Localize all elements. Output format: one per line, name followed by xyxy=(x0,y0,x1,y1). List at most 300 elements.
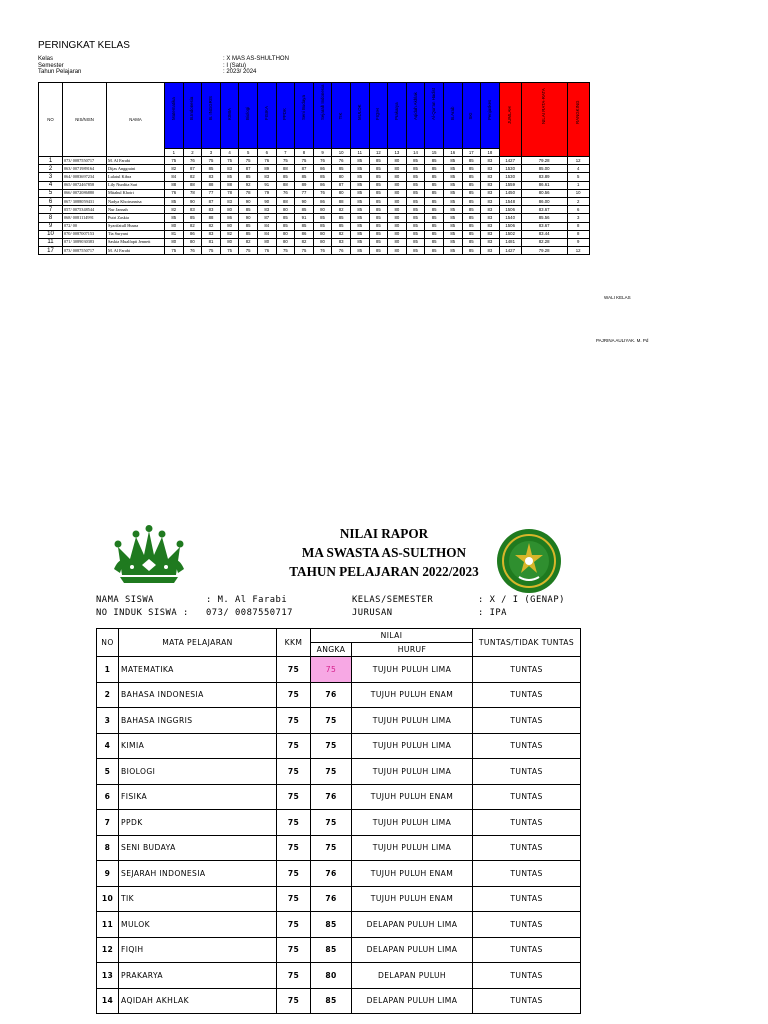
row-score: 83 xyxy=(481,181,500,189)
report-row-no: 9 xyxy=(97,861,119,887)
report-row-angka: 85 xyxy=(311,937,352,963)
table-row xyxy=(97,810,581,836)
row-score: 85 xyxy=(406,189,425,197)
row-score: 85 xyxy=(462,165,481,173)
table-row xyxy=(97,988,581,1014)
table-row xyxy=(97,759,581,785)
row-score: 85 xyxy=(220,173,239,181)
row-rata: 80.56 xyxy=(521,189,567,197)
row-score: 85 xyxy=(462,214,481,222)
report-row-kkm: 75 xyxy=(277,733,311,759)
row-rank: 8 xyxy=(567,230,589,238)
row-score: 85 xyxy=(369,206,388,214)
report-row-tuntas: TUNTAS xyxy=(473,835,581,861)
row-score: 83 xyxy=(481,222,500,230)
row-nis: 057/ 0075348544 xyxy=(63,206,107,214)
col-header-subject: KIMIA xyxy=(220,83,239,149)
row-score: 85 xyxy=(350,206,369,214)
report-row-no: 13 xyxy=(97,963,119,989)
row-score: 89 xyxy=(295,181,314,189)
report-row-angka: 75 xyxy=(311,708,352,734)
row-no: 1 xyxy=(39,157,63,165)
row-score: 85 xyxy=(239,230,258,238)
info-label-kelas: Kelas xyxy=(38,56,54,62)
row-score: 85 xyxy=(313,222,332,230)
row-score: 85 xyxy=(332,165,351,173)
report-row-no: 4 xyxy=(97,733,119,759)
row-score: 86 xyxy=(313,197,332,205)
row-rank: 5 xyxy=(567,173,589,181)
row-score: 90 xyxy=(239,197,258,205)
row-score: 85 xyxy=(239,173,258,181)
column-number: 5 xyxy=(239,149,258,157)
student-name-label: NAMA SISWA xyxy=(96,595,154,605)
row-score: 85 xyxy=(276,214,295,222)
row-score: 91 xyxy=(257,181,276,189)
row-no: 7 xyxy=(39,206,63,214)
row-jumlah: 1481 xyxy=(499,238,521,246)
col-header-subject: Seni Budaya xyxy=(295,83,314,149)
row-score: 80 xyxy=(388,214,407,222)
report-table xyxy=(96,628,581,1014)
report-row-kkm: 75 xyxy=(277,988,311,1014)
row-score: 85 xyxy=(425,173,444,181)
row-score: 85 xyxy=(350,197,369,205)
row-score: 88 xyxy=(165,181,184,189)
row-score: 87 xyxy=(257,214,276,222)
row-score: 85 xyxy=(462,230,481,238)
row-nis: 067/ 3088059431 xyxy=(63,197,107,205)
info-value-kelas: : X MAS AS-SHULTHON xyxy=(223,56,289,62)
row-score: 85 xyxy=(350,173,369,181)
row-score: 78 xyxy=(239,189,258,197)
school-emblem-icon xyxy=(495,527,563,595)
row-score: 80 xyxy=(388,181,407,189)
row-score: 85 xyxy=(350,247,369,255)
row-score: 80 xyxy=(388,197,407,205)
report-row-huruf: DELAPAN PULUH xyxy=(352,963,473,989)
row-nama: Lily Nurdita Sari xyxy=(107,181,165,189)
row-score: 85 xyxy=(183,214,202,222)
col-header-subject: Prakarya xyxy=(388,83,407,149)
student-info-left xyxy=(96,594,293,620)
report-row-tuntas: TUNTAS xyxy=(473,861,581,887)
col-header-no: NO xyxy=(39,83,63,157)
row-jumlah: 1427 xyxy=(499,247,521,255)
row-score: 85 xyxy=(443,173,462,181)
row-score: 79 xyxy=(257,189,276,197)
student-info-right xyxy=(352,594,565,620)
table-row xyxy=(97,682,581,708)
row-score: 80 xyxy=(388,157,407,165)
row-rata: 86.00 xyxy=(521,197,567,205)
report-row-tuntas: TUNTAS xyxy=(473,657,581,683)
row-score: 83 xyxy=(481,197,500,205)
row-score: 85 xyxy=(369,247,388,255)
row-score: 76 xyxy=(332,247,351,255)
row-no: 11 xyxy=(39,238,63,246)
row-jumlah: 1506 xyxy=(499,206,521,214)
row-score: 85 xyxy=(462,181,481,189)
table-row xyxy=(39,181,590,189)
report-row-huruf: TUJUH PULUH LIMA xyxy=(352,759,473,785)
col-header-subject: Al-Qur'an Hadist xyxy=(425,83,444,149)
table-row xyxy=(97,937,581,963)
row-score: 85 xyxy=(406,214,425,222)
student-class-value: : X / I (GENAP) xyxy=(478,595,565,605)
row-score: 85 xyxy=(425,222,444,230)
col-header-subject: FISIKA xyxy=(257,83,276,149)
column-number: 16 xyxy=(443,149,462,157)
report-row-no: 1 xyxy=(97,657,119,683)
row-no: 3 xyxy=(39,173,63,181)
report-row-mapel: PPDK xyxy=(119,810,277,836)
row-score: 85 xyxy=(425,157,444,165)
row-score: 81 xyxy=(165,230,184,238)
row-nama: Nur Jannah xyxy=(107,206,165,214)
row-score: 80 xyxy=(220,206,239,214)
row-nama: M. Al Farabi xyxy=(107,157,165,165)
row-score: 85 xyxy=(443,214,462,222)
column-number: 11 xyxy=(350,149,369,157)
row-score: 80 xyxy=(220,238,239,246)
student-nis-label: NO INDUK SISWA : xyxy=(96,608,189,618)
col-header-subject: FIQIH xyxy=(369,83,388,149)
report-row-no: 7 xyxy=(97,810,119,836)
row-score: 85 xyxy=(425,238,444,246)
row-score: 83 xyxy=(481,189,500,197)
row-score: 85 xyxy=(443,165,462,173)
row-rank: 2 xyxy=(567,197,589,205)
row-score: 78 xyxy=(220,189,239,197)
row-score: 80 xyxy=(388,165,407,173)
row-no: 4 xyxy=(39,181,63,189)
row-score: 85 xyxy=(443,157,462,165)
report-row-angka: 75 xyxy=(311,835,352,861)
report-row-mapel: TIK xyxy=(119,886,277,912)
col-header-subject: Sejarah Indonesia xyxy=(313,83,332,149)
row-score: 75 xyxy=(165,157,184,165)
report-row-angka: 75 xyxy=(311,657,352,683)
wali-kelas-name: PAJRINA AULIYAK. M. Pd xyxy=(596,338,649,343)
row-score: 75 xyxy=(295,157,314,165)
report-row-no: 10 xyxy=(97,886,119,912)
row-no: 17 xyxy=(39,247,63,255)
row-score: 85 xyxy=(425,181,444,189)
column-number: 1 xyxy=(165,149,184,157)
report-row-tuntas: TUNTAS xyxy=(473,682,581,708)
report-col-no: NO xyxy=(97,629,119,657)
student-major-label: JURUSAN xyxy=(352,608,393,618)
row-rank: 3 xyxy=(567,214,589,222)
row-score: 80 xyxy=(313,230,332,238)
report-row-huruf: TUJUH PULUH ENAM xyxy=(352,861,473,887)
row-rank: 4 xyxy=(567,165,589,173)
student-major-value: : IPA xyxy=(478,608,507,618)
table-row xyxy=(39,157,590,165)
row-score: 88 xyxy=(183,181,202,189)
report-title-line-1: NILAI RAPOR xyxy=(339,526,429,541)
row-score: 88 xyxy=(202,214,221,222)
row-nama: Tia Suryani xyxy=(107,230,165,238)
row-score: 86 xyxy=(295,230,314,238)
row-score: 85 xyxy=(313,214,332,222)
row-score: 85 xyxy=(202,165,221,173)
row-score: 83 xyxy=(332,238,351,246)
row-score: 85 xyxy=(406,165,425,173)
row-rata: 79.28 xyxy=(521,157,567,165)
row-jumlah: 1427 xyxy=(499,157,521,165)
row-nis: 070/ 0087007153 xyxy=(63,230,107,238)
row-nis: 072/ 00 xyxy=(63,222,107,230)
report-row-no: 5 xyxy=(97,759,119,785)
report-row-huruf: TUJUH PULUH LIMA xyxy=(352,657,473,683)
row-no: 9 xyxy=(39,222,63,230)
student-name-value: : M. Al Farabi xyxy=(206,595,288,605)
row-score: 85 xyxy=(369,165,388,173)
table-row xyxy=(39,214,590,222)
row-score: 85 xyxy=(369,181,388,189)
table-row xyxy=(39,197,590,205)
row-no: 2 xyxy=(39,165,63,173)
row-score: 78 xyxy=(183,189,202,197)
row-nama: Putri Zaskia xyxy=(107,214,165,222)
col-header-subject: B. INGGRIS xyxy=(202,83,221,149)
column-number: 13 xyxy=(388,149,407,157)
row-score: 85 xyxy=(369,230,388,238)
row-score: 88 xyxy=(220,181,239,189)
row-score: 77 xyxy=(202,189,221,197)
report-row-mapel: KIMIA xyxy=(119,733,277,759)
row-score: 75 xyxy=(220,157,239,165)
row-score: 89 xyxy=(257,165,276,173)
column-number: 6 xyxy=(257,149,276,157)
row-score: 85 xyxy=(462,247,481,255)
row-score: 83 xyxy=(220,197,239,205)
row-score: 90 xyxy=(239,214,258,222)
row-score: 80 xyxy=(388,189,407,197)
row-jumlah: 1540 xyxy=(499,214,521,222)
row-score: 85 xyxy=(369,222,388,230)
row-score: 81 xyxy=(202,238,221,246)
row-jumlah: 1548 xyxy=(499,197,521,205)
row-score: 83 xyxy=(481,238,500,246)
row-jumlah: 1450 xyxy=(499,189,521,197)
row-score: 82 xyxy=(183,222,202,230)
row-nis: 073/ 0087550717 xyxy=(63,157,107,165)
col-header-subject: Penjaskes xyxy=(481,83,500,149)
row-score: 76 xyxy=(313,157,332,165)
row-nis: 066/ 0072086880 xyxy=(63,189,107,197)
row-rata: 85.00 xyxy=(521,165,567,173)
row-score: 85 xyxy=(406,230,425,238)
row-score: 84 xyxy=(257,230,276,238)
report-row-kkm: 75 xyxy=(277,784,311,810)
row-score: 76 xyxy=(257,247,276,255)
row-score: 85 xyxy=(295,206,314,214)
row-score: 80 xyxy=(313,206,332,214)
ranking-header-row xyxy=(39,83,590,149)
row-score: 80 xyxy=(276,206,295,214)
row-score: 82 xyxy=(183,173,202,181)
report-row-huruf: TUJUH PULUH ENAM xyxy=(352,682,473,708)
row-score: 85 xyxy=(165,197,184,205)
row-score: 83 xyxy=(481,230,500,238)
report-row-no: 6 xyxy=(97,784,119,810)
table-row xyxy=(97,657,581,683)
row-score: 80 xyxy=(332,189,351,197)
report-col-huruf: HURUF xyxy=(352,643,473,657)
row-score: 85 xyxy=(443,189,462,197)
col-header-subject: B.Indonesia xyxy=(183,83,202,149)
report-row-tuntas: TUNTAS xyxy=(473,912,581,938)
info-values xyxy=(223,56,289,76)
row-nis: 071/ 3089030383 xyxy=(63,238,107,246)
row-score: 76 xyxy=(332,157,351,165)
col-header-nama: NAMA xyxy=(107,83,165,157)
row-rata: 79.28 xyxy=(521,247,567,255)
row-nama: Saskia Mualfapti Jennett xyxy=(107,238,165,246)
report-row-no: 12 xyxy=(97,937,119,963)
column-number: 9 xyxy=(313,149,332,157)
row-score: 87 xyxy=(295,165,314,173)
row-score: 77 xyxy=(295,189,314,197)
row-score: 83 xyxy=(481,206,500,214)
row-score: 85 xyxy=(350,238,369,246)
column-number: 12 xyxy=(369,149,388,157)
row-score: 75 xyxy=(239,157,258,165)
column-number: 8 xyxy=(295,149,314,157)
table-row xyxy=(39,165,590,173)
report-row-angka: 80 xyxy=(311,963,352,989)
row-score: 85 xyxy=(406,222,425,230)
row-nama: Mitahul Khoiri xyxy=(107,189,165,197)
table-row xyxy=(97,708,581,734)
row-score: 90 xyxy=(183,197,202,205)
row-no: 6 xyxy=(39,197,63,205)
row-score: 82 xyxy=(332,230,351,238)
report-row-huruf: TUJUH PULUH LIMA xyxy=(352,708,473,734)
row-score: 85 xyxy=(406,206,425,214)
report-row-no: 2 xyxy=(97,682,119,708)
row-rank: 1 xyxy=(567,181,589,189)
row-no: 5 xyxy=(39,189,63,197)
row-score: 88 xyxy=(276,165,295,173)
row-score: 85 xyxy=(313,173,332,181)
row-nama: Lulatul Kibra xyxy=(107,173,165,181)
row-score: 82 xyxy=(239,238,258,246)
report-row-tuntas: TUNTAS xyxy=(473,963,581,989)
report-row-angka: 75 xyxy=(311,733,352,759)
table-row xyxy=(39,173,590,181)
report-row-angka: 76 xyxy=(311,886,352,912)
column-number: 7 xyxy=(276,149,295,157)
row-score: 75 xyxy=(239,247,258,255)
row-score: 82 xyxy=(165,206,184,214)
row-score: 85 xyxy=(425,206,444,214)
wali-kelas-label: WALI KELAS xyxy=(604,295,631,300)
row-score: 86 xyxy=(313,181,332,189)
col-header-subject: Aqidah Akhlak xyxy=(406,83,425,149)
report-row-mapel: AQIDAH AKHLAK xyxy=(119,988,277,1014)
column-number: 15 xyxy=(425,149,444,157)
row-score: 80 xyxy=(388,247,407,255)
row-score: 88 xyxy=(276,181,295,189)
report-row-kkm: 75 xyxy=(277,657,311,683)
report-col-kkm: KKM xyxy=(277,629,311,657)
row-score: 85 xyxy=(350,157,369,165)
row-score: 75 xyxy=(165,247,184,255)
row-score: 85 xyxy=(425,165,444,173)
row-score: 85 xyxy=(462,197,481,205)
row-score: 80 xyxy=(388,173,407,181)
row-score: 83 xyxy=(202,206,221,214)
report-col-tuntas: TUNTAS/TIDAK TUNTAS xyxy=(473,629,581,657)
row-score: 85 xyxy=(443,181,462,189)
row-score: 88 xyxy=(202,181,221,189)
column-number: 2 xyxy=(183,149,202,157)
row-score: 75 xyxy=(202,157,221,165)
column-number: 3 xyxy=(202,149,221,157)
report-row-kkm: 75 xyxy=(277,912,311,938)
row-score: 80 xyxy=(388,230,407,238)
row-score: 80 xyxy=(220,222,239,230)
row-jumlah: 1502 xyxy=(499,230,521,238)
row-score: 85 xyxy=(369,189,388,197)
column-number: 10 xyxy=(332,149,351,157)
row-nis: 064/ 0083697234 xyxy=(63,173,107,181)
report-title xyxy=(0,524,768,581)
row-score: 82 xyxy=(165,165,184,173)
row-score: 85 xyxy=(276,173,295,181)
row-rata: 85.56 xyxy=(521,214,567,222)
row-score: 85 xyxy=(443,206,462,214)
row-score: 80 xyxy=(388,206,407,214)
row-score: 83 xyxy=(183,206,202,214)
row-score: 85 xyxy=(462,189,481,197)
row-score: 75 xyxy=(220,247,239,255)
row-score: 85 xyxy=(443,222,462,230)
table-row xyxy=(97,733,581,759)
row-score: 85 xyxy=(462,206,481,214)
report-title-line-3: TAHUN PELAJARAN 2022/2023 xyxy=(289,564,479,579)
row-score: 80 xyxy=(313,238,332,246)
col-header-subject: SKI xyxy=(462,83,481,149)
col-header-subject: B.Arab xyxy=(443,83,462,149)
col-header-rata: NILAI RATA-RATA xyxy=(521,83,567,157)
row-rank: 6 xyxy=(567,206,589,214)
row-score: 76 xyxy=(313,189,332,197)
row-score: 86 xyxy=(220,214,239,222)
row-score: 85 xyxy=(462,157,481,165)
row-score: 83 xyxy=(481,214,500,222)
report-row-huruf: TUJUH PULUH LIMA xyxy=(352,810,473,836)
report-row-kkm: 75 xyxy=(277,861,311,887)
row-rata: 83.89 xyxy=(521,173,567,181)
row-rank: 10 xyxy=(567,189,589,197)
row-score: 85 xyxy=(350,214,369,222)
ranking-table xyxy=(38,82,590,255)
row-score: 80 xyxy=(257,238,276,246)
row-score: 85 xyxy=(406,238,425,246)
report-row-kkm: 75 xyxy=(277,682,311,708)
row-score: 83 xyxy=(202,230,221,238)
column-number: 17 xyxy=(462,149,481,157)
row-score: 85 xyxy=(239,222,258,230)
column-number: 14 xyxy=(406,149,425,157)
table-row xyxy=(39,222,590,230)
row-score: 80 xyxy=(165,222,184,230)
